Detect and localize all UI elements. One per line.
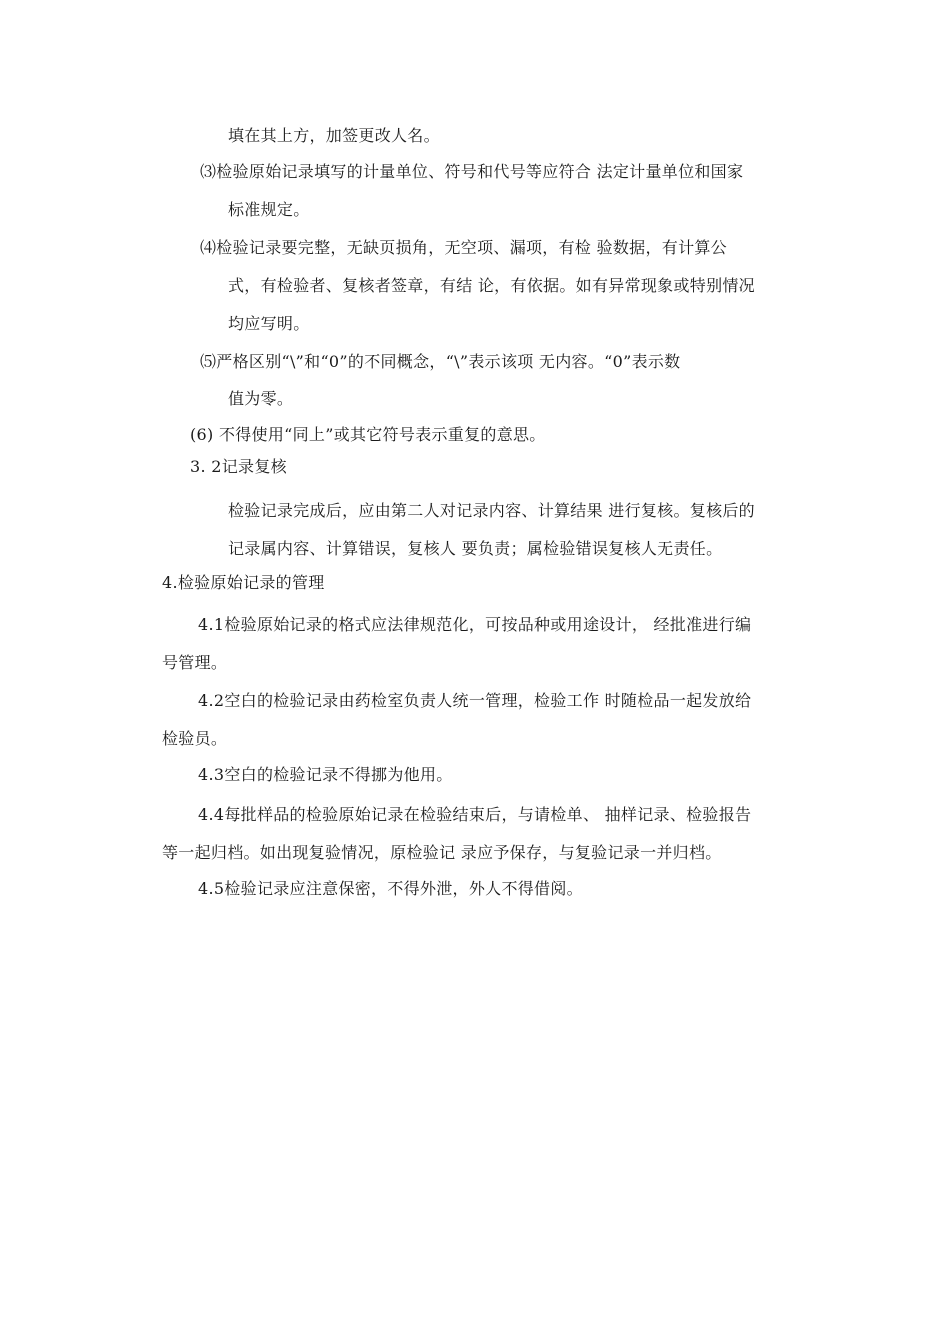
- text-line: ⑷检验记录要完整，无缺页损角，无空项、漏项，有检 验数据，有计算公: [200, 238, 727, 257]
- text-line: 4.5检验记录应注意保密，不得外泄，外人不得借阅。: [198, 879, 583, 898]
- text-line: 4.1检验原始记录的格式应法律规范化，可按品种或用途设计， 经批准进行编: [198, 615, 752, 634]
- text-line: 式，有检验者、复核者签章，有结 论，有依据。如有异常现象或特别情况: [228, 276, 755, 295]
- text-line: 填在其上方，加签更改人名。: [228, 126, 440, 145]
- text-line: 4.4每批样品的检验原始记录在检验结束后，与请检单、 抽样记录、检验报告: [198, 805, 752, 824]
- text-line: 4.3空白的检验记录不得挪为他用。: [198, 765, 453, 784]
- section-heading: 3. 2记录复核: [190, 457, 287, 476]
- text-line: 检验员。: [162, 729, 228, 748]
- text-line: 标准规定。: [228, 200, 310, 219]
- text-line: (6) 不得使用“同上”或其它符号表示重复的意思。: [190, 425, 546, 444]
- text-line: 记录属内容、计算错误，复核人 要负责；属检验错误复核人无责任。: [228, 539, 723, 558]
- section-heading: 4.检验原始记录的管理: [162, 573, 325, 592]
- text-line: 检验记录完成后，应由第二人对记录内容、计算结果 进行复核。复核后的: [228, 501, 755, 520]
- text-line: ⑶检验原始记录填写的计量单位、符号和代号等应符合 法定计量单位和国家: [200, 162, 744, 181]
- text-line: 4.2空白的检验记录由药检室负责人统一管理，检验工作 时随检品一起发放给: [198, 691, 752, 710]
- text-line: 均应写明。: [228, 314, 310, 333]
- text-line: 等一起归档。如出现复验情况，原检验记 录应予保存，与复验记录一并归档。: [162, 843, 722, 862]
- text-line: 号管理。: [162, 653, 228, 672]
- text-line: ⑸严格区别“\”和“0”的不同概念，“\”表示该项 无内容。“0”表示数: [200, 352, 681, 371]
- text-line: 值为零。: [228, 389, 294, 408]
